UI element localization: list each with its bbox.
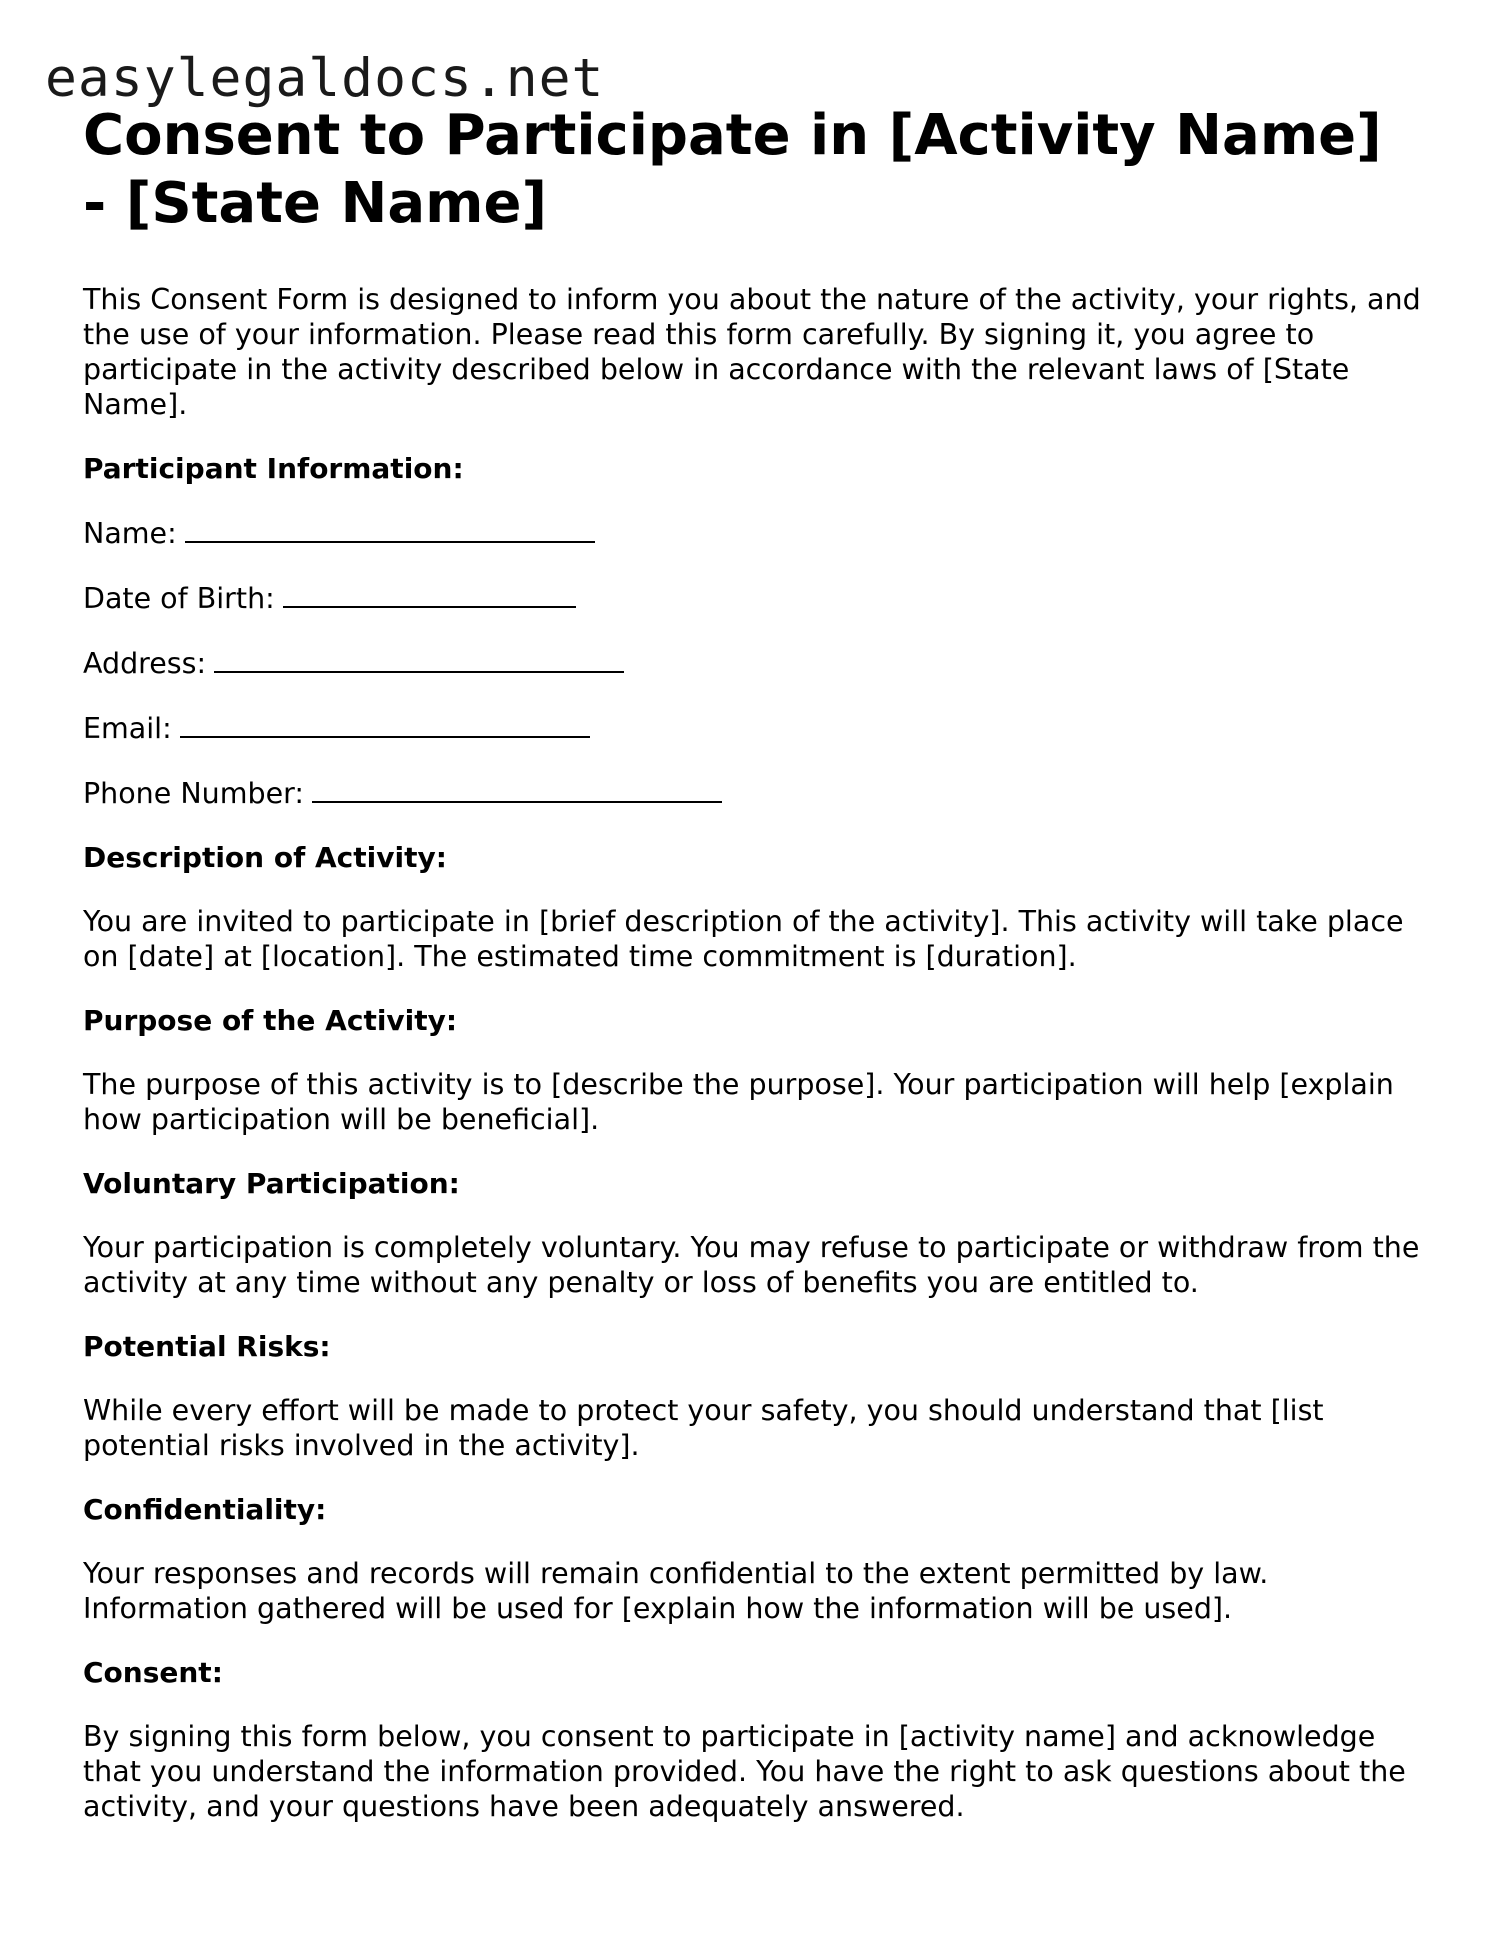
document-title: Consent to Participate in [Activity Name] - [State Name] [83, 103, 1382, 236]
email-field-label: Email: [83, 712, 172, 745]
email-field[interactable] [83, 710, 1423, 746]
email-field-blank[interactable] [180, 710, 590, 738]
confidentiality-heading: Confidentiality: [83, 1493, 327, 1526]
intro-paragraph: This Consent Form is designed to inform you about the nature of the activity, your rights, and the use of your information. Please read this form carefully. By signing it, you agree to participate in the activity described below in accordance with the relevant laws of [State Name]. [83, 283, 1421, 421]
date-of-birth-field[interactable] [83, 580, 1423, 616]
voluntary-participation-heading: Voluntary Participation: [83, 1167, 460, 1200]
document-body [83, 102, 1423, 1824]
potential-risks-heading: Potential Risks: [83, 1330, 331, 1363]
consent-text: By signing this form below, you consent to participate in [activity name] and acknowledge that you understand the information provided. You have the right to ask questions about the activity, and your questions have been adequately answered. [83, 1720, 1406, 1823]
consent-heading: Consent: [83, 1656, 223, 1689]
voluntary-participation-text: Your participation is completely voluntary. You may refuse to participate or withdraw from the activity at any time without any penalty or loss of benefits you are entitled to. [83, 1231, 1420, 1299]
phone-number-field[interactable] [83, 775, 1423, 811]
address-field[interactable] [83, 645, 1423, 681]
description-of-activity-heading: Description of Activity: [83, 841, 447, 874]
phone-number-field-label: Phone Number: [83, 777, 304, 810]
purpose-of-activity-heading: Purpose of the Activity: [83, 1004, 458, 1037]
name-field[interactable] [83, 515, 1423, 551]
address-field-blank[interactable] [214, 645, 624, 673]
name-field-label: Name: [83, 517, 177, 550]
potential-risks-text: While every effort will be made to protect your safety, you should understand that [list potential risks involved in the activity]. [83, 1394, 1324, 1462]
name-field-blank[interactable] [185, 515, 595, 543]
site-watermark: easylegaldocs.net [45, 48, 605, 109]
date-of-birth-field-label: Date of Birth: [83, 582, 275, 615]
confidentiality-text: Your responses and records will remain confidential to the extent permitted by law. Information gathered will be used for [explain how the information will be used]. [83, 1557, 1269, 1625]
description-of-activity-text: You are invited to participate in [brief description of the activity]. This activity will take place on [date] at [location]. The estimated time commitment is [duration]. [83, 905, 1404, 973]
date-of-birth-field-blank[interactable] [283, 580, 576, 608]
phone-number-field-blank[interactable] [312, 775, 722, 803]
address-field-label: Address: [83, 647, 207, 680]
purpose-of-activity-text: The purpose of this activity is to [describe the purpose]. Your participation will help [explain how participation will be beneficial]. [83, 1068, 1394, 1136]
participant-information-heading: Participant Information: [83, 452, 464, 485]
